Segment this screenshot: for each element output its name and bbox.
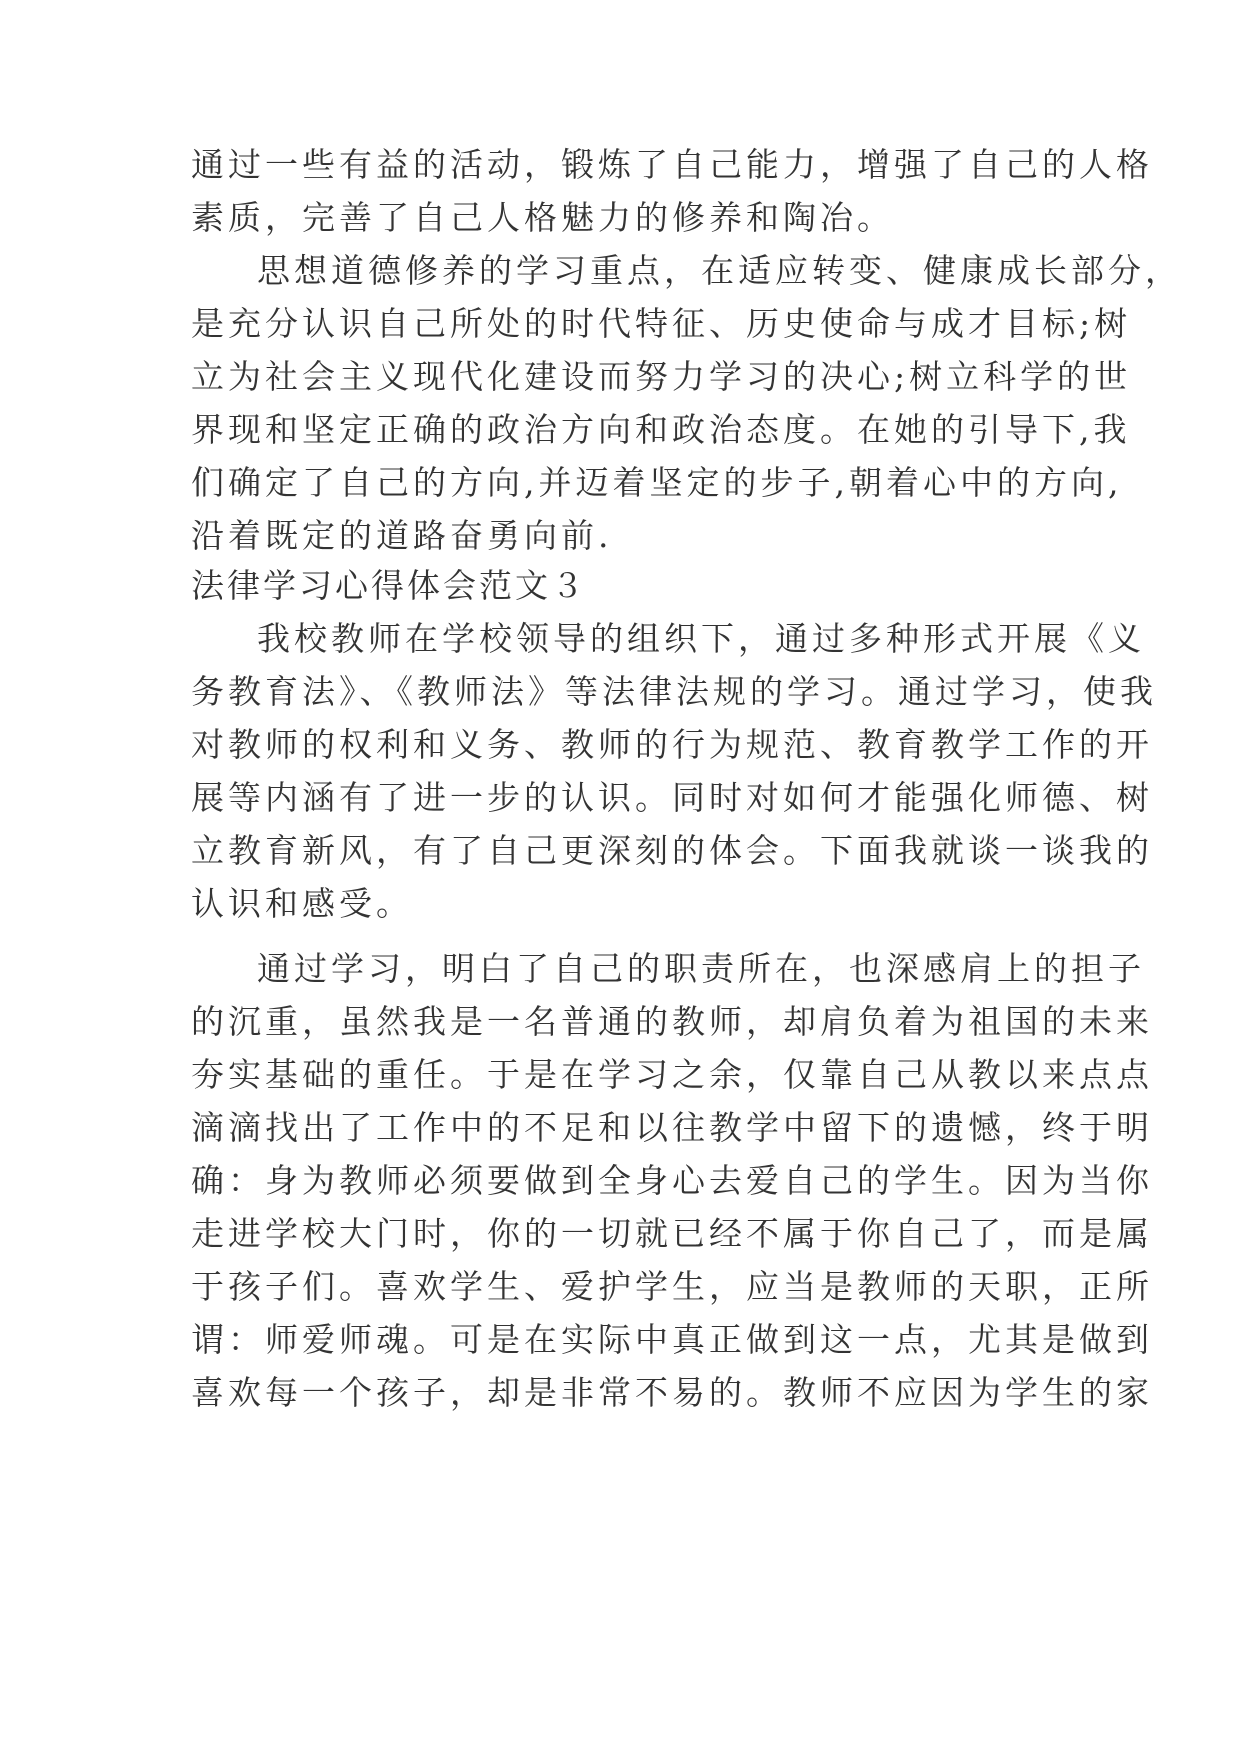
paragraph-line: 立教育新风，有了自己更深刻的体会。下面我就谈一谈我的 [191,831,1153,870]
paragraph-line: 我校教师在学校领导的组织下，通过多种形式开展《义 [257,619,1145,658]
paragraph-line: 是充分认识自己所处的时代特征、历史使命与成才目标;树 [191,304,1132,343]
paragraph-line: 界现和坚定正确的政治方向和政治态度。在她的引导下,我 [191,410,1131,449]
paragraph-line: 立为社会主义现代化建设而努力学习的决心;树立科学的世 [191,357,1132,396]
paragraph-line: 确：身为教师必须要做到全身心去爱自己的学生。因为当你 [191,1161,1153,1200]
paragraph-line: 对教师的权利和义务、教师的行为规范、教育教学工作的开 [191,725,1153,764]
paragraph-line: 认识和感受。 [191,884,413,923]
paragraph-line: 通过一些有益的活动，锻炼了自己能力，增强了自己的人格 [191,145,1153,184]
paragraph-line: 思想道德修养的学习重点，在适应转变、健康成长部分， [257,251,1182,290]
paragraph-line: 于孩子们。喜欢学生、爱护学生，应当是教师的天职，正所 [191,1267,1153,1306]
paragraph-line: 夯实基础的重任。于是在学习之余，仅靠自己从教以来点点 [191,1055,1153,1094]
paragraph-line: 沿着既定的道路奋勇向前. [191,516,613,555]
section-heading: 法律学习心得体会范文３ [191,566,587,605]
paragraph-line: 素质，完善了自己人格魅力的修养和陶冶。 [191,198,894,237]
paragraph-line: 走进学校大门时，你的一切就已经不属于你自己了，而是属 [191,1214,1153,1253]
paragraph-line: 展等内涵有了进一步的认识。同时对如何才能强化师德、树 [191,778,1153,817]
paragraph-line: 务教育法》、《教师法》等法律法规的学习。通过学习，使我 [191,672,1157,711]
paragraph-line: 的沉重，虽然我是一名普通的教师，却肩负着为祖国的未来 [191,1002,1153,1041]
paragraph-line: 喜欢每一个孩子，却是非常不易的。教师不应因为学生的家 [191,1373,1153,1412]
paragraph-line: 们确定了自己的方向,并迈着坚定的步子,朝着心中的方向, [191,463,1123,502]
paragraph-line: 谓：师爱师魂。可是在实际中真正做到这一点，尤其是做到 [191,1320,1153,1359]
paragraph-line: 滴滴找出了工作中的不足和以往教学中留下的遗憾，终于明 [191,1108,1153,1147]
paragraph-line: 通过学习，明白了自己的职责所在，也深感肩上的担子 [257,949,1145,988]
